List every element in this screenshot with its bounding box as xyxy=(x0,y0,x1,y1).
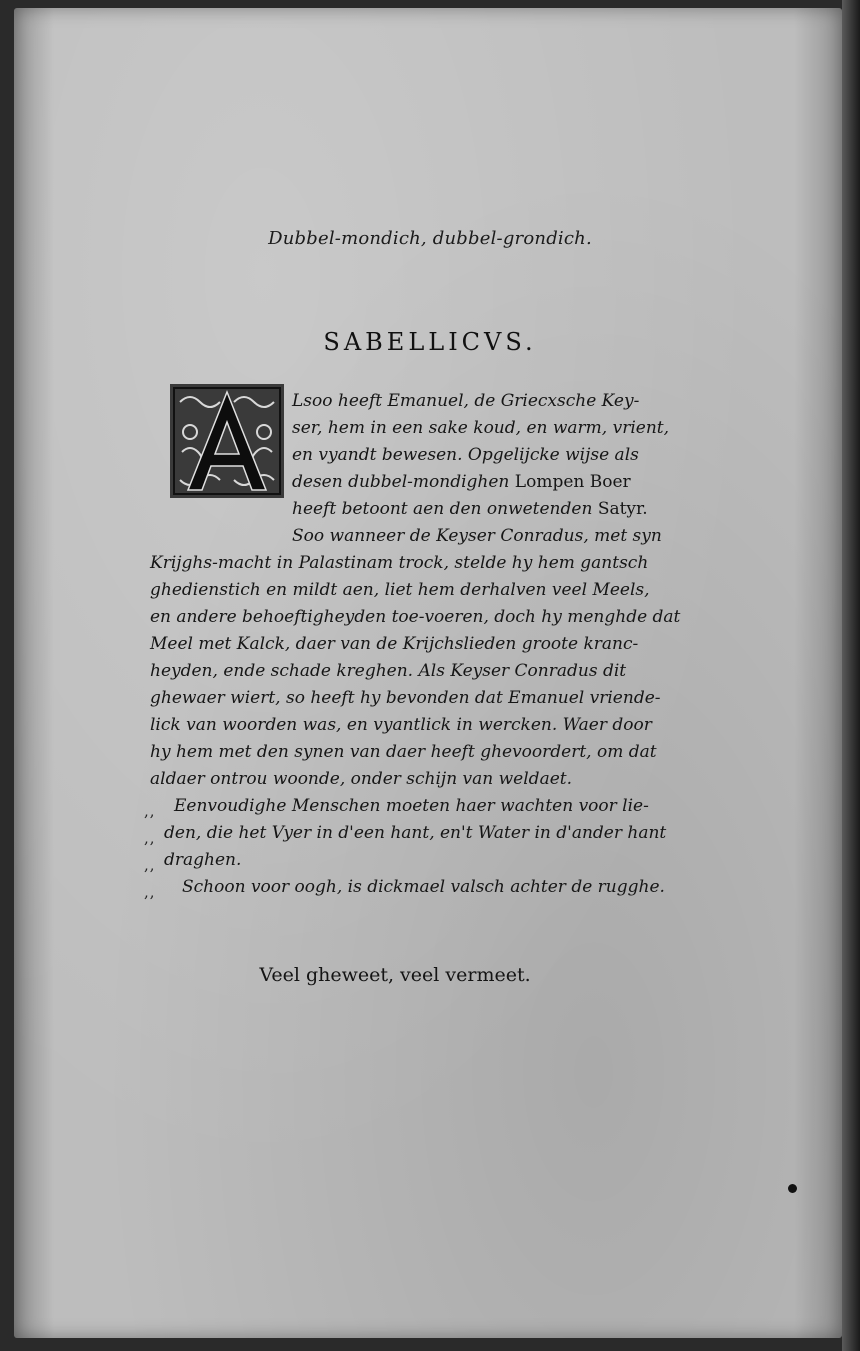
text-line: hy hem met den synen van daer heeft ghevoordert, om dat xyxy=(150,742,657,762)
text-line: Soo wanneer de Keyser Conradus, met syn xyxy=(292,526,662,546)
text-line: Eenvoudighe Menschen moeten haer wachten voor lie- xyxy=(174,796,649,816)
text-line: ghedienstich en mildt aen, liet hem derhalven veel Meels, xyxy=(150,580,650,600)
text-line: den, die het Vyer in d'een hant, en't Water in d'ander hant xyxy=(164,823,667,843)
text-line: en andere behoeftigheyden toe-voeren, doch hy menghde dat xyxy=(150,607,681,627)
text-line: Meel met Kalck, daer van de Krijchslieden groote kranc- xyxy=(150,634,639,654)
text-line: lick van woorden was, en vyantlick in wercken. Waer door xyxy=(150,715,652,735)
text-span-roman: Satyr. xyxy=(597,499,648,519)
text-line: ghewaer wiert, so heeft hy bevonden dat Emanuel vriende- xyxy=(150,688,661,708)
text-line xyxy=(292,469,631,496)
text-line: heyden, ende schade kreghen. Als Keyser Conradus dit xyxy=(150,661,627,681)
motto: Veel gheweet, veel vermeet. xyxy=(259,964,531,986)
ink-spot xyxy=(788,1184,797,1193)
decorated-initial-icon xyxy=(168,382,286,500)
text-line: Krijghs-macht in Palastinam trock, stelde hy hem gantsch xyxy=(150,553,649,573)
text-line: ser, hem in een sake koud, en warm, vrient, xyxy=(292,418,670,438)
section-title: SABELLICVS. xyxy=(323,328,537,356)
quote-mark: ,, xyxy=(144,802,156,820)
text-span: desen dubbel-mondighen xyxy=(292,472,515,492)
quote-mark: ,, xyxy=(144,856,156,874)
text-span-roman: Lompen Boer xyxy=(514,472,631,492)
quote-mark: ,, xyxy=(144,829,156,847)
page-edge-shadow xyxy=(842,0,860,1351)
text-line: en vyandt bewesen. Opgelijcke wijse als xyxy=(292,445,639,465)
text-line: Schoon voor oogh, is dickmael valsch achter de rugghe. xyxy=(182,877,665,897)
text-span: heeft betoont aen den onwetenden xyxy=(292,499,598,519)
text-line: Lsoo heeft Emanuel, de Griecxsche Key- xyxy=(292,391,640,411)
quote-mark: ,, xyxy=(144,883,156,901)
text-line: aldaer ontrou woonde, onder schijn van weldaet. xyxy=(150,769,572,789)
text-line: draghen. xyxy=(164,850,242,870)
page-header: Dubbel-mondich, dubbel-grondich. xyxy=(268,228,592,249)
text-line xyxy=(292,496,648,523)
